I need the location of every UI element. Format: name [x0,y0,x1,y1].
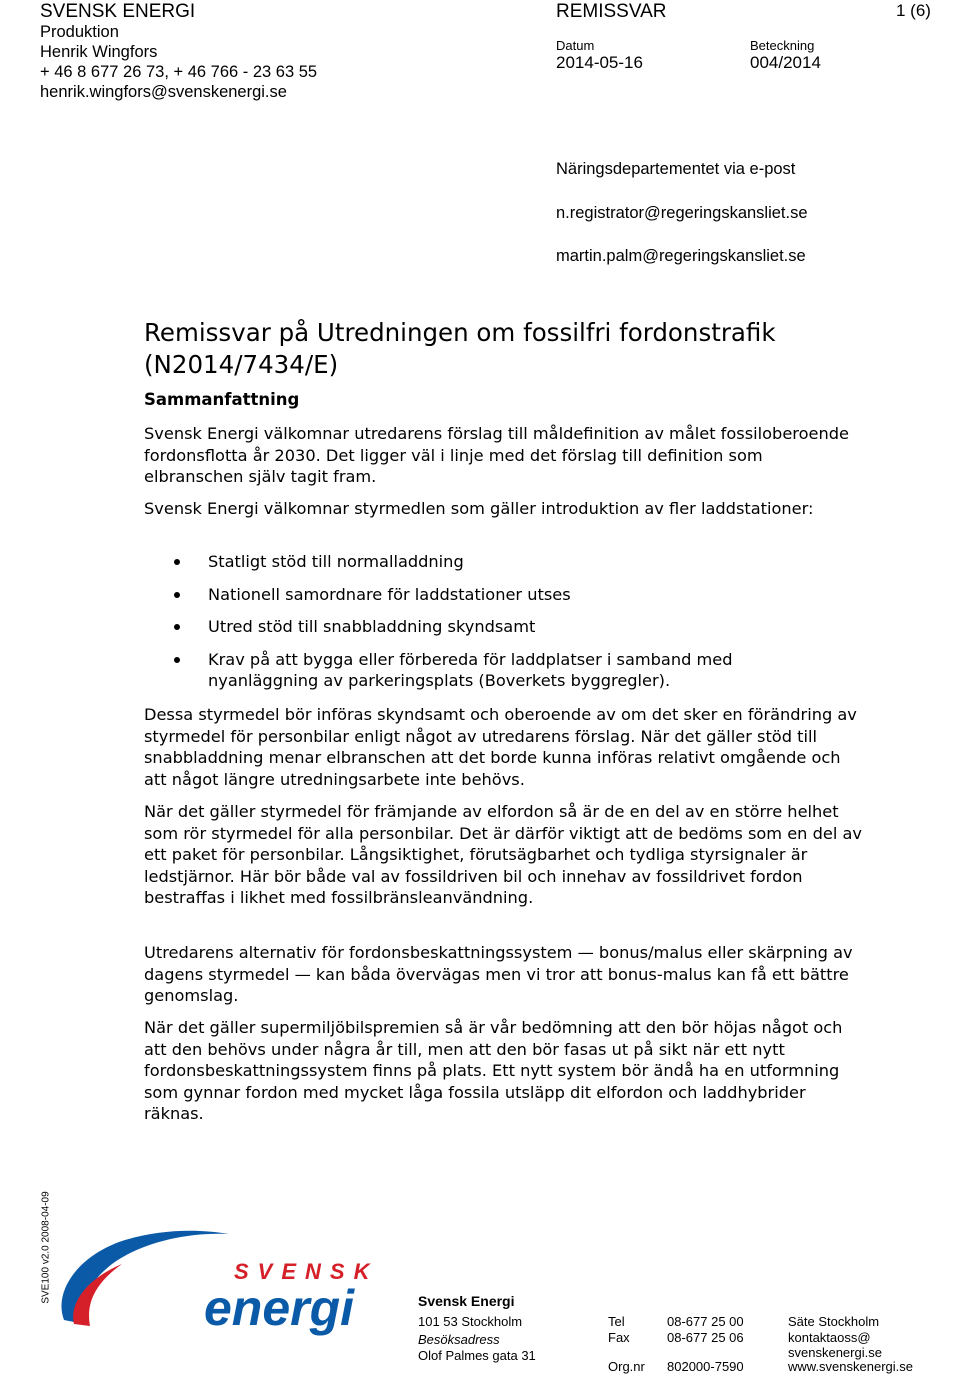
sender-company: SVENSK ENERGI [40,1,196,22]
bullet-icon [174,559,180,565]
paragraph-1: Svensk Energi välkomnar utredarens förslag till måldefinition av målet fossiloberoende fordonsflotta år 2030. Det ligger väl i linje med det förslag till definition som elbranschen själv tagit fram. [144,424,849,486]
page-number: 1 (6) [896,1,931,20]
sender-name: Henrik Wingfors [40,43,158,61]
paragraph-5: Utredarens alternativ för fordonsbeskattningssystem — bonus/malus eller skärpning av dagens styrmedel — kan båda övervägas men vi tror att bonus-malus kan få ett bättre genomslag. [144,943,853,1005]
list-item: Statligt stöd till normalladdning [144,551,864,573]
document-title [144,317,776,381]
paragraph-6: När det gäller supermiljöbilspremien så är vår bedömning att den bör höjas något och att den behövs under några år till, men att den bör fasas ut på sikt när ett nytt fordonsbeskattningssystem finns på plats. Ett nytt system bör ändå ha en utformning som gynnar fordon med mycket låga fossila utsläpp dit elfordon och laddhybrider räknas. [144,1018,843,1123]
list-item: Krav på att bygga eller förbereda för laddplatser i samband med nyanläggning av parkeringsplats (Boverkets byggregler). [144,649,864,692]
footer-email-1: kontaktaoss@ [788,1330,871,1345]
footer-org-name: Svensk Energi [418,1293,515,1309]
template-version: SVE100 v2.0 2008-04-09 [40,1191,52,1304]
footer-visit-address: Olof Palmes gata 31 [418,1348,536,1363]
recipient-line-1: Näringsdepartementet via e-post [556,160,796,178]
title-line-1: Remissvar på Utredningen om fossilfri fordonstrafik [144,318,776,347]
footer-seat: Säte Stockholm [788,1314,880,1329]
document-type: REMISSVAR [556,1,667,22]
footer-orgnr: 802000-7590 [667,1359,744,1374]
sender-block [40,1,317,102]
date-label: Datum [556,38,595,53]
title-line-2: (N2014/7434/E) [144,350,339,379]
footer-visit-label: Besöksadress [418,1332,500,1347]
recipient-line-3: martin.palm@regeringskansliet.se [556,247,806,265]
sender-department: Produktion [40,23,119,41]
reference-value: 004/2014 [750,53,821,72]
svensk-energi-logo [44,1224,389,1348]
paragraph-3: Dessa styrmedel bör införas skyndsamt och oberoende av om det sker en förändring av styrmedel för personbilar enligt något av utredarens förslag. När det gäller stöd till snabbladdning menar elbranschen att det borde kunna införas relativt omgående och att något längre utredningsarbete inte behövs. [144,705,857,789]
summary-heading: Sammanfattning [144,390,300,409]
footer-fax: 08-677 25 06 [667,1330,744,1345]
date-value: 2014-05-16 [556,53,643,72]
recipient-line-2: n.registrator@regeringskansliet.se [556,204,808,222]
bullet-icon [174,657,180,663]
sender-email: henrik.wingfors@svenskenergi.se [40,83,287,101]
logo-text-bottom: energi [204,1280,355,1336]
bullet-icon [174,624,180,630]
footer-email-2: svenskenergi.se [788,1345,882,1360]
sender-phone: + 46 8 677 26 73, + 46 766 - 23 63 55 [40,63,318,81]
bullet-list [144,551,864,703]
footer-orgnr-label: Org.nr [608,1359,645,1374]
footer-fax-label: Fax [608,1330,630,1345]
bullet-icon [174,592,180,598]
list-item: Utred stöd till snabbladdning skyndsamt [144,616,864,638]
paragraph-2: Svensk Energi välkomnar styrmedlen som gäller introduktion av fler laddstationer: [144,499,814,518]
reference-label: Beteckning [750,38,815,53]
footer-tel: 08-677 25 00 [667,1314,744,1329]
footer-tel-label: Tel [608,1314,625,1329]
paragraph-4: När det gäller styrmedel för främjande av elfordon så är de en del av en större helhet som rör styrmedel för alla personbilar. Det är därför viktigt att de bedöms som en del av ett paket för personbilar. Långsiktighet, förutsägbarhet och tydliga styrsignaler är ledstjärnor. Här bör både val av fossildriven bil och innehav av fossildrivet fordon bestraffas i likhet med fossilbränsleanvändning. [144,802,862,907]
footer-website: www.svenskenergi.se [788,1359,913,1374]
list-item: Nationell samordnare för laddstationer utses [144,584,864,606]
footer-postal-address: 101 53 Stockholm [418,1314,523,1329]
logo-text-top: SVENSK [234,1259,379,1284]
